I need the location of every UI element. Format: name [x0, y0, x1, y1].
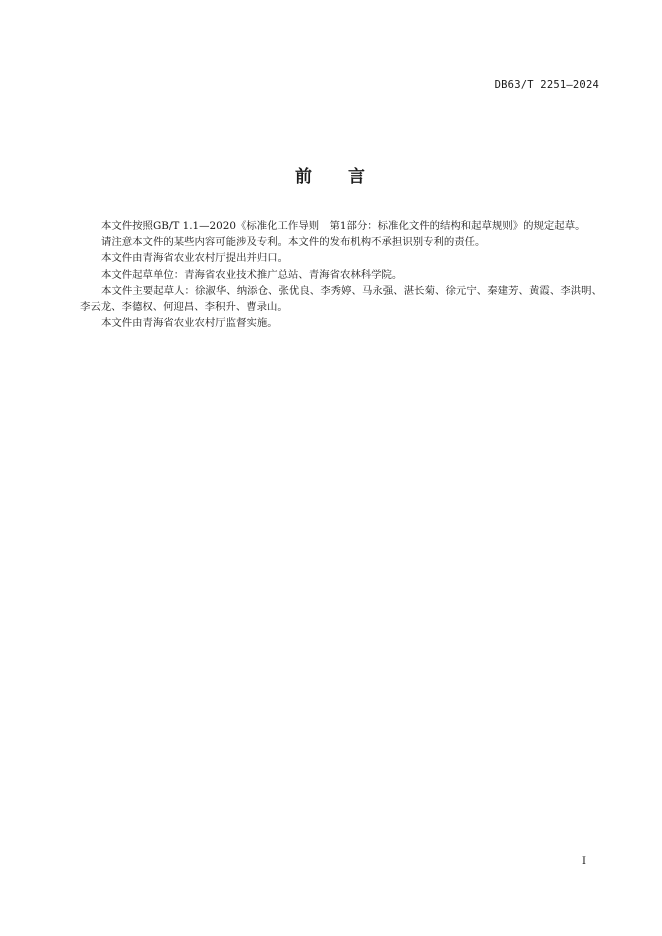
page-number: I — [582, 856, 586, 867]
paragraph-patent-notice: 请注意本文件的某些内容可能涉及专利。本文件的发布机构不承担识别专利的责任。 — [101, 236, 486, 249]
paragraph-supervision: 本文件由青海省农业农村厅监督实施。 — [101, 317, 278, 330]
paragraph-drafters: 本文件主要起草人：徐淑华、纳添仓、张优良、李秀婷、马永强、湛长菊、徐元宁、秦建芳、黄霞、李洪明、李云龙、李德权、何迎昌、李积升、曹录山。 — [80, 284, 602, 314]
foreword-body — [80, 218, 602, 331]
paragraph-proposer: 本文件由青海省农业农村厅提出并归口。 — [101, 252, 289, 265]
paragraph-drafting-units: 本文件起草单位：青海省农业技术推广总站、青海省农林科学院。 — [101, 268, 403, 281]
page-title — [0, 162, 662, 187]
paragraph-drafting-rules: 本文件按照GB/T 1.1—2020《标准化工作导则 第1部分：标准化文件的结构和起草规则》的规定起草。 — [101, 220, 586, 232]
document-code: DB63/T 2251—2024 — [494, 79, 599, 91]
title-char-1: 前 — [295, 167, 314, 187]
title-char-2: 言 — [348, 167, 367, 187]
